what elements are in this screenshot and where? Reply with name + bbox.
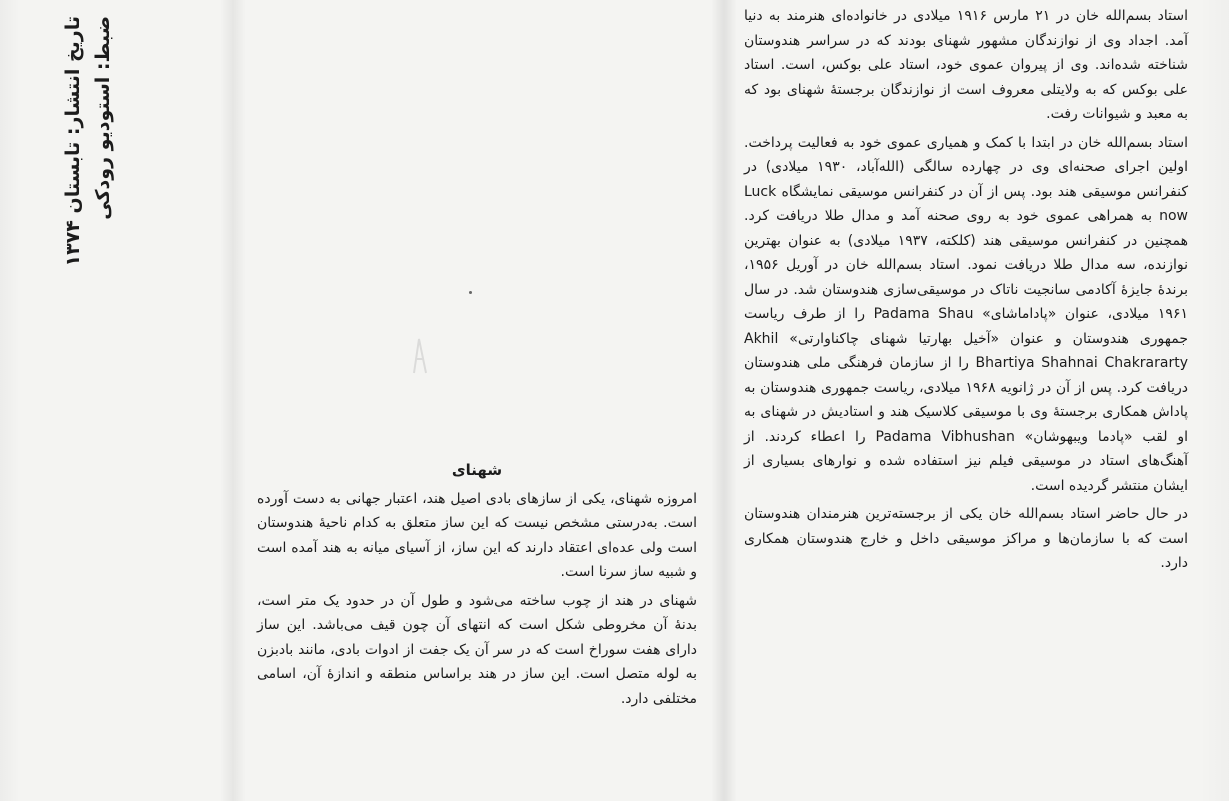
paragraph: در حال حاضر استاد بسم‌الله خان یکی از برجسته‌ترین هنرمندان هندوستان است که با سازمان‌ها و مراکز موسیقی داخل و خارج هندوستان همکاری دارد. (744, 506, 1188, 571)
biography-panel (744, 4, 1188, 580)
faint-print-through-mark (404, 335, 434, 375)
fold-crease-left (220, 0, 246, 801)
fold-crease-right (711, 0, 737, 801)
shahnai-description-panel (257, 458, 697, 715)
paragraph: استاد بسم‌الله خان در ابتدا با کمک و همیاری عموی خود به فعالیت پرداخت. اولین اجرای صحنه‌ای وی در چهارده سالگی (الله‌آباد، ۱۹۳۰ میلادی) در کنفرانس موسیقی هند بود. پس از آن در کنفرانس موسیقی نمایشگاه Luck now به همراهی عموی خود به روی صحنه آمد و مدال طلا دریافت کرد. همچنین در کنفرانس موسیقی هند (کلکته، ۱۹۳۷ میلادی) به عنوان بهترین نوازنده، سه مدال طلا دریافت نمود. استاد بسم‌الله خان در آوریل ۱۹۵۶، برندهٔ جایزهٔ آکادمی سانجیت ناتاک در موسیقی‌سازی هندوستان شد. در سال ۱۹۶۱ میلادی، عنوان «پاداماشای» Padama Shau را از طرف ریاست جمهوری هندوستان و عنوان «آخیل بهارتیا شهنای چاکناوارتی» Akhil Bhartiya Shahnai Chakrararty را از سازمان فرهنگی ملی هندوستان دریافت کرد. پس از آن در ژانویه ۱۹۶۸ میلادی، ریاست جمهوری هندوستان به پاداش همکاری برجستهٔ وی با موسیقی کلاسیک هند و استادیش در شهنای به او لقب «پادما ویبهوشان» Padama Vibhushan را اعطاء کردند. از آهنگ‌های استاد در موسیقی فیلم نیز استفاده شده و نوارهای بسیاری از ایشان منتشر گردیده است. (744, 134, 1188, 494)
recording-studio-line: ضبط: استودیو رودکی (92, 16, 114, 220)
section-heading: شهنای (451, 461, 503, 479)
release-date-line: تاریخ انتشار: تابستان ۱۳۷۴ (62, 16, 84, 267)
paper-speck (469, 291, 472, 294)
paragraph: شهنای در هند از چوب ساخته می‌شود و طول آن در حدود یک متر است، بدنهٔ آن مخروطی شکل است که انتهای آن چون قیف می‌باشد. این ساز دارای هفت سوراخ است که در سر آن یک جفت از ادوات بادی، مانند بادبزن به لوله متصل است. این ساز در هند براساس منطقه و اندازهٔ آن، اسامی مختلفی دارد. (257, 592, 697, 707)
spine-panel (22, 14, 112, 284)
paragraph: امروزه شهنای، یکی از سازهای بادی اصیل هند، اعتبار جهانی به دست آورده است. به‌درستی مشخص نیست که این ساز متعلق به کدام ناحیهٔ هندوستان است ولی عده‌ای اعتقاد دارند که این ساز، از آسیای میانه به هند آمده است و شبیه ساز سرنا است. (257, 490, 697, 580)
paragraph: استاد بسم‌الله خان در ۲۱ مارس ۱۹۱۶ میلادی در خانواده‌ای هنرمند به دنیا آمد. اجداد وی از نوازندگان مشهور شهنای بودند که در سراسر هندوستان شناخته شده‌اند. وی از پیروان عموی خود، استاد علی بوکس، است. استاد علی بوکس که به ولایتلی معروف است از نوازندگان برجستهٔ شهنای بود که به معبد و شیوانات رفت. (744, 8, 1189, 122)
